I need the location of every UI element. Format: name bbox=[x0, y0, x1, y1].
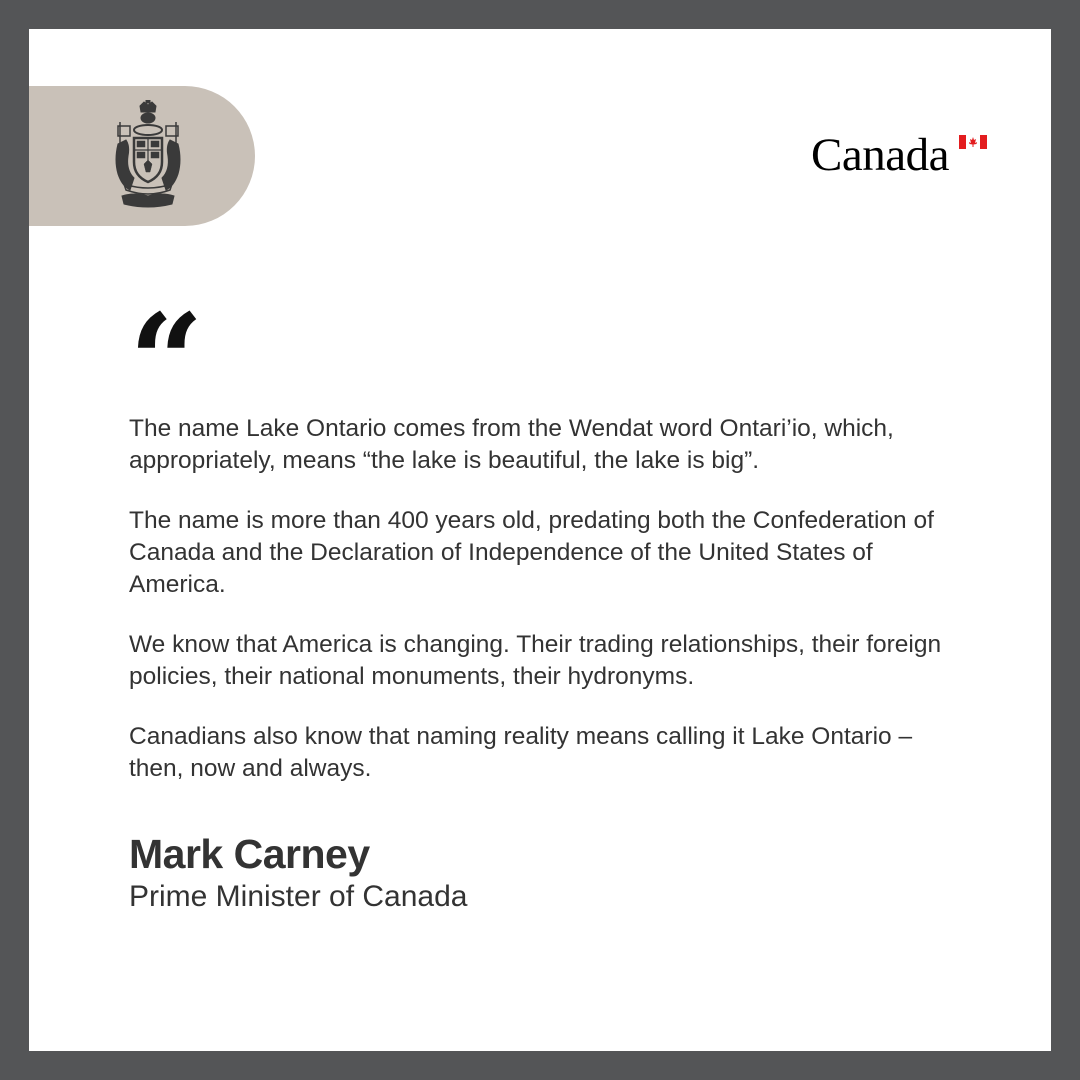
wordmark-text: Canada bbox=[811, 129, 949, 181]
quote-paragraph: We know that America is changing. Their trading relationships, their foreign policies, their national monuments, their hydronyms. bbox=[129, 631, 942, 690]
signature bbox=[129, 829, 467, 915]
crest-tab bbox=[29, 86, 255, 226]
quote-paragraph: Canadians also know that naming reality means calling it Lake Ontario – then, now and always. bbox=[129, 723, 913, 782]
author-title: Prime Minister of Canada bbox=[129, 880, 468, 913]
quote-paragraph: The name Lake Ontario comes from the Wendat word Ontari’io, which, appropriately, means “the lake is beautiful, the lake is big”. bbox=[129, 415, 894, 474]
canada-flag-icon bbox=[959, 135, 987, 149]
quote-body bbox=[129, 413, 949, 813]
coat-of-arms-icon bbox=[108, 100, 188, 210]
author-name: Mark Carney bbox=[129, 831, 370, 877]
quote-paragraph: The name is more than 400 years old, predating both the Confederation of Canada and the Declaration of Independence of the United States of America. bbox=[129, 507, 934, 598]
quote-card bbox=[29, 29, 1051, 1051]
canada-wordmark bbox=[811, 129, 949, 181]
quote-mark: “ bbox=[129, 285, 204, 438]
